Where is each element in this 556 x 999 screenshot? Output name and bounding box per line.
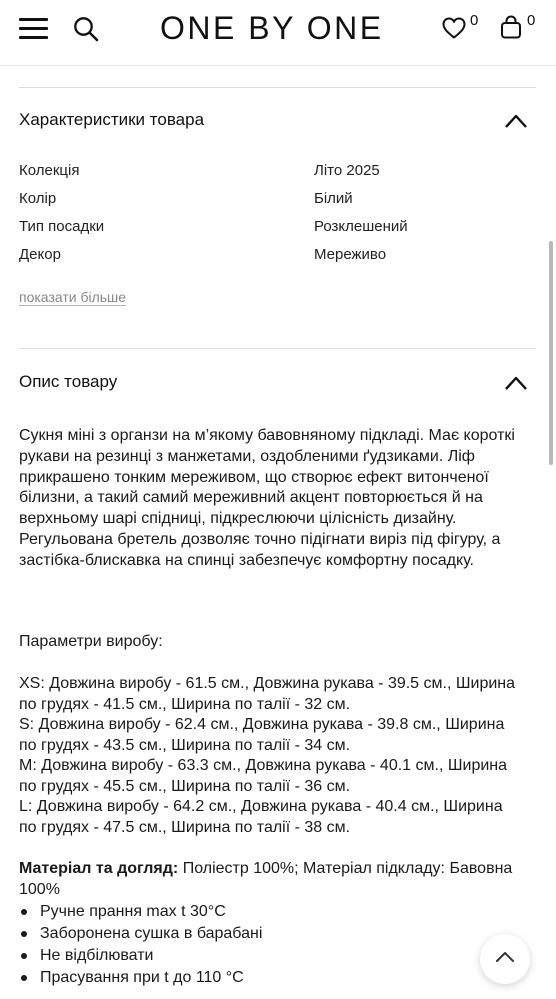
- menu-icon[interactable]: [19, 16, 49, 40]
- spec-value: Літо 2025: [314, 162, 380, 179]
- description-title[interactable]: Опис товару: [19, 372, 118, 391]
- scroll-to-top-button[interactable]: [480, 934, 530, 984]
- list-item: Прасування при t до 110 °C: [19, 967, 262, 989]
- material-care: [19, 859, 524, 900]
- spec-row-color: [19, 190, 536, 214]
- material-text: Поліестр 100%; Матеріал підкладу: Бавовна 100%: [19, 860, 513, 898]
- size-params-xs: XS: Довжина виробу - 61.5 см., Довжина рукава - 39.5 см., Ширина по грудях - 41.5 см., Ширина по талії - 32 см.: [19, 675, 516, 713]
- wishlist-count: 0: [470, 12, 479, 29]
- material-label: Матеріал та догляд:: [19, 860, 179, 877]
- cart-count: 0: [527, 12, 536, 29]
- spec-row-decor: [19, 246, 536, 270]
- bag-icon[interactable]: [500, 15, 522, 39]
- characteristics-title[interactable]: Характеристики товара: [19, 110, 205, 129]
- spec-key: Колекція: [19, 162, 80, 179]
- spec-value: Розклешений: [314, 218, 408, 235]
- spec-value: Мереживо: [314, 246, 387, 263]
- spec-key: Декор: [19, 246, 61, 263]
- spec-value: Білий: [314, 190, 353, 207]
- site-header: [0, 0, 556, 66]
- list-item: Заборонена сушка в барабані: [19, 923, 262, 945]
- spec-key: Тип посадки: [19, 218, 105, 235]
- size-params-m: M: Довжина виробу - 63.3 см., Довжина рукава - 40.1 см., Ширина по грудях - 45.5 см., Ширина по талії - 36 см.: [19, 757, 508, 795]
- size-params-l: L: Довжина виробу - 64.2 см., Довжина рукава - 40.4 см., Ширина по грудях - 47.5 см., Ширина по талії - 38 см.: [19, 798, 503, 836]
- spec-key: Колір: [19, 190, 57, 207]
- heart-icon[interactable]: [442, 17, 466, 39]
- params-title: Параметри виробу:: [19, 633, 163, 650]
- size-params-s: S: Довжина виробу - 62.4 см., Довжина рукава - 39.8 см., Ширина по грудях - 43.5 см., Ширина по талії - 34 см.: [19, 716, 505, 754]
- show-more-link[interactable]: показати більше: [19, 289, 127, 305]
- care-list: [19, 901, 262, 989]
- brand-logo[interactable]: ONE BY ONE: [160, 10, 384, 46]
- chevron-up-icon: [495, 950, 515, 964]
- search-icon[interactable]: [73, 16, 99, 42]
- list-item: Не відбілювати: [19, 945, 262, 967]
- spec-row-collection: [19, 162, 536, 186]
- description-text: Сукня міні з органзи на м’якому бавовняному підкладі. Має короткі рукави на резинці з манжетами, оздобленими ґудзиками. Ліф прикрашено тонким мереживом, що створює ефект витонченої білизни, а такий самий мереживний акцент повторюється й на верхньому шарі спідниці, підкреслюючи цілісність дизайну. Регульована бретель дозволяє точно підігнати виріз під фігуру, а застібка-блискавка на спинці забезпечує комфортну посадку.: [19, 427, 515, 569]
- chevron-up-icon[interactable]: [504, 375, 528, 391]
- chevron-up-icon[interactable]: [504, 113, 528, 129]
- divider: [19, 87, 536, 88]
- list-item: Ручне прання max t 30°C: [19, 901, 262, 923]
- spec-row-fit: [19, 218, 536, 242]
- divider: [19, 348, 536, 349]
- scrollbar[interactable]: [549, 241, 553, 465]
